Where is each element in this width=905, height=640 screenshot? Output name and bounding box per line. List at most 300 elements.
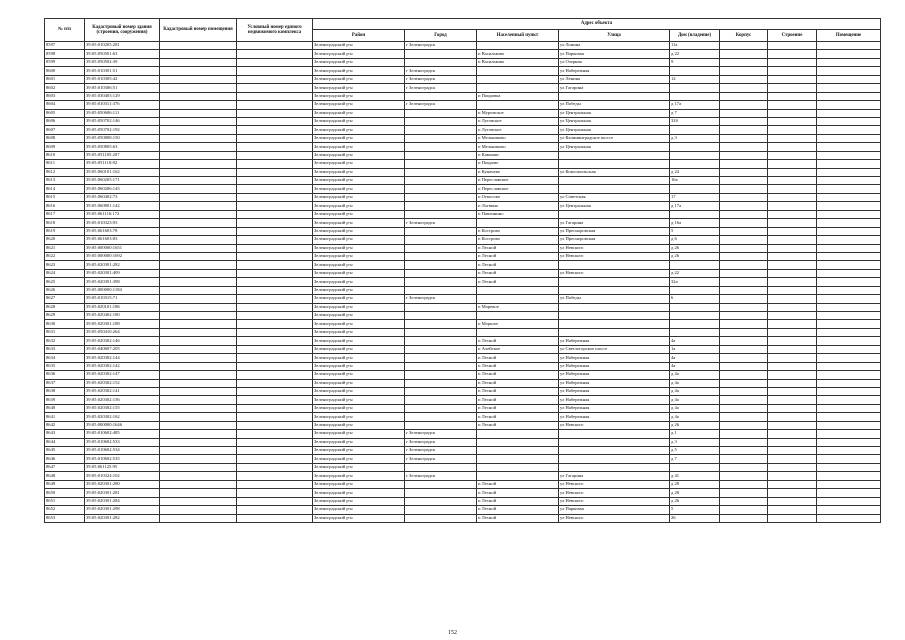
cell-house: 5 [670,227,720,235]
cell-street: ул Центральная [559,117,670,125]
cell-house: д 4а [670,413,720,421]
cell-house: д 3 [670,438,720,446]
cell-street: ул Невского [559,514,670,522]
table-row [45,177,881,185]
cell-city [405,354,477,362]
cell-cadastral-room [160,421,237,429]
cell-district: Зеленоградский р-н [313,421,405,429]
cell-city [405,421,477,429]
cell-district: Зеленоградский р-н [313,413,405,421]
cell-korpus [720,58,768,66]
cell-cadastral-building: 39:05:020301:398 [85,278,160,286]
cell-num: 8636 [45,371,85,379]
cell-settlement [477,75,559,83]
cell-num: 8615 [45,193,85,201]
cell-house [670,286,720,294]
cell-cadastral-room [160,328,237,336]
cell-korpus [720,67,768,75]
cell-district: Зеленоградский р-н [313,84,405,92]
cell-city [405,143,477,151]
cell-room [817,227,881,235]
cell-num: 8605 [45,109,85,117]
cell-conditional-number [237,514,313,522]
cell-district: Зеленоградский р-н [313,210,405,218]
cell-conditional-number [237,387,313,395]
cell-korpus [720,295,768,303]
cell-cadastral-building: 39:05:060205:171 [85,177,160,185]
cell-district: Зеленоградский р-н [313,438,405,446]
cell-cadastral-room [160,92,237,100]
cell-settlement: п Муромское [477,109,559,117]
cell-district: Зеленоградский р-н [313,497,405,505]
cell-cadastral-room [160,413,237,421]
cell-korpus [720,362,768,370]
cell-cadastral-building: 39:05:000000:1646 [85,421,160,429]
cell-num: 8601 [45,75,85,83]
cell-korpus [720,101,768,109]
cell-num: 8628 [45,303,85,311]
cell-city [405,269,477,277]
table-row [45,396,881,404]
cell-street [559,261,670,269]
cell-cadastral-building: 39:05:020302:141 [85,387,160,395]
cell-num: 8641 [45,413,85,421]
cell-conditional-number [237,84,313,92]
cell-cadastral-building: 39:05:020301:282 [85,514,160,522]
cell-cadastral-building: 39:05:010323:93 [85,219,160,227]
cell-cadastral-building: 39:05:050501:63 [85,50,160,58]
cell-cadastral-building: 39:05:000000:1692 [85,252,160,260]
header-korpus: Корпус [720,30,768,42]
table-row [45,50,881,58]
cell-house [670,92,720,100]
cell-room [817,160,881,168]
cell-cadastral-building: 39:05:010311:376 [85,101,160,109]
cell-room [817,278,881,286]
cell-conditional-number [237,92,313,100]
cell-street [559,177,670,185]
cell-conditional-number [237,160,313,168]
cell-num: 8647 [45,463,85,471]
table-row [45,371,881,379]
table-row [45,463,881,471]
cell-street: ул Советская [559,193,670,201]
cell-conditional-number [237,168,313,176]
cell-house: д 4а [670,387,720,395]
table-row [45,42,881,50]
cell-conditional-number [237,472,313,480]
header-conditional-number: Условный номер единого недвижимого комплекса [237,19,313,42]
cell-room [817,295,881,303]
cell-district: Зеленоградский р-н [313,295,405,303]
cell-room [817,109,881,117]
cell-cadastral-room [160,168,237,176]
table-row [45,126,881,134]
cell-house: д 16а [670,219,720,227]
cell-settlement: п Мельниково [477,143,559,151]
cell-num: 8633 [45,345,85,353]
cell-district: Зеленоградский р-н [313,177,405,185]
cell-num: 8614 [45,185,85,193]
cell-room [817,236,881,244]
cell-district: Зеленоградский р-н [313,371,405,379]
cell-cadastral-building: 39:05:020101:186 [85,303,160,311]
cell-house: 9 [670,58,720,66]
cell-num: 8618 [45,219,85,227]
cell-district: Зеленоградский р-н [313,328,405,336]
cell-settlement: п Павлинино [477,210,559,218]
cell-city: г Зеленоградск [405,295,477,303]
cell-city: г Зеленоградск [405,219,477,227]
cell-stroenie [768,345,817,353]
cell-house: 11а [670,42,720,50]
cell-settlement: п Лесной [477,252,559,260]
cell-settlement: п Лесной [477,379,559,387]
cell-settlement: п Кострово [477,236,559,244]
cell-num: 8631 [45,328,85,336]
cell-cadastral-building: 39:05:010602:485 [85,430,160,438]
cell-district: Зеленоградский р-н [313,58,405,66]
cell-cadastral-building: 39:05:010306:51 [85,84,160,92]
cell-conditional-number [237,337,313,345]
cell-stroenie [768,278,817,286]
cell-conditional-number [237,58,313,66]
cell-conditional-number [237,252,313,260]
cell-stroenie [768,320,817,328]
cell-stroenie [768,480,817,488]
cell-settlement [477,328,559,336]
cell-street: ул Победы [559,101,670,109]
cell-stroenie [768,295,817,303]
cell-street [559,438,670,446]
cell-room [817,404,881,412]
cell-room [817,75,881,83]
cell-stroenie [768,193,817,201]
cell-house: 5 [670,506,720,514]
cell-district: Зеленоградский р-н [313,387,405,395]
cell-num: 8604 [45,101,85,109]
cell-city [405,236,477,244]
cell-city [405,463,477,471]
cell-street: ул Пресноровская [559,227,670,235]
table-body [45,42,881,523]
cell-num: 8599 [45,58,85,66]
cell-stroenie [768,497,817,505]
cell-korpus [720,354,768,362]
cell-city: г Зеленоградск [405,101,477,109]
cell-num: 8629 [45,312,85,320]
cell-house [670,67,720,75]
cell-house [670,126,720,134]
cell-district: Зеленоградский р-н [313,337,405,345]
table-row [45,312,881,320]
cell-street: ул Ленина [559,75,670,83]
table-row [45,84,881,92]
cell-conditional-number [237,185,313,193]
cell-city [405,151,477,159]
cell-cadastral-room [160,227,237,235]
cell-num: 8611 [45,160,85,168]
cell-conditional-number [237,101,313,109]
cell-korpus [720,455,768,463]
cell-stroenie [768,58,817,66]
cell-korpus [720,269,768,277]
cell-conditional-number [237,396,313,404]
cell-city [405,362,477,370]
cell-korpus [720,286,768,294]
cell-cadastral-room [160,244,237,252]
cell-cadastral-room [160,303,237,311]
cell-room [817,387,881,395]
cell-settlement: п Моревое [477,303,559,311]
cell-room [817,58,881,66]
cell-cadastral-building: 39:05:010305:42 [85,75,160,83]
cell-num: 8597 [45,42,85,50]
cell-district: Зеленоградский р-н [313,379,405,387]
cell-cadastral-building: 39:05:060402:73 [85,193,160,201]
table-row [45,134,881,142]
cell-city: г Зеленоградск [405,472,477,480]
cell-num: 8640 [45,404,85,412]
cell-cadastral-room [160,101,237,109]
cell-cadastral-building: 39:05:020402:180 [85,312,160,320]
cell-stroenie [768,472,817,480]
table-row [45,303,881,311]
cell-stroenie [768,506,817,514]
table-row [45,92,881,100]
cell-korpus [720,177,768,185]
cell-room [817,177,881,185]
cell-settlement: п Откосово [477,193,559,201]
cell-settlement [477,295,559,303]
cell-room [817,252,881,260]
cell-city [405,185,477,193]
cell-num: 8606 [45,117,85,125]
cell-house: 4а [670,362,720,370]
cell-cadastral-room [160,50,237,58]
cell-conditional-number [237,328,313,336]
table-row [45,320,881,328]
cell-conditional-number [237,143,313,151]
cell-cadastral-building: 39:05:050606:111 [85,109,160,117]
cell-korpus [720,328,768,336]
cell-room [817,328,881,336]
cell-settlement: п Лесной [477,337,559,345]
cell-conditional-number [237,303,313,311]
cell-cadastral-room [160,185,237,193]
cell-city [405,404,477,412]
cell-num: 8649 [45,480,85,488]
cell-num: 8624 [45,269,85,277]
cell-house: д 22 [670,50,720,58]
registry-table [44,18,881,523]
cell-district: Зеленоградский р-н [313,219,405,227]
cell-conditional-number [237,117,313,125]
cell-city [405,514,477,522]
table-row [45,193,881,201]
table-row [45,362,881,370]
cell-settlement: п Лесной [477,514,559,522]
cell-district: Зеленоградский р-н [313,480,405,488]
cell-cadastral-building: 39:05:020301:280 [85,480,160,488]
cell-korpus [720,143,768,151]
cell-city [405,202,477,210]
cell-stroenie [768,92,817,100]
cell-house [670,160,720,168]
cell-num: 8621 [45,244,85,252]
cell-settlement [477,430,559,438]
cell-house: д 5 [670,447,720,455]
cell-room [817,514,881,522]
cell-house [670,143,720,151]
header-city: Город [405,30,477,42]
cell-district: Зеленоградский р-н [313,396,405,404]
cell-stroenie [768,177,817,185]
cell-city: г Зеленоградск [405,455,477,463]
cell-korpus [720,75,768,83]
cell-cadastral-room [160,514,237,522]
cell-city [405,371,477,379]
cell-num: 8637 [45,379,85,387]
cell-stroenie [768,438,817,446]
cell-cadastral-building: 39:05:060206:145 [85,185,160,193]
cell-korpus [720,404,768,412]
cell-cadastral-room [160,42,237,50]
cell-cadastral-room [160,134,237,142]
cell-room [817,379,881,387]
cell-city [405,58,477,66]
cell-house: 12 [670,75,720,83]
cell-city: г Зеленоградск [405,67,477,75]
cell-street [559,455,670,463]
cell-city [405,244,477,252]
cell-num: 8639 [45,396,85,404]
cell-num: 8610 [45,151,85,159]
table-row [45,430,881,438]
cell-korpus [720,134,768,142]
cell-korpus [720,92,768,100]
cell-district: Зеленоградский р-н [313,286,405,294]
cell-korpus [720,438,768,446]
cell-cadastral-building: 39:05:010602:533 [85,438,160,446]
cell-district: Зеленоградский р-н [313,109,405,117]
cell-korpus [720,160,768,168]
cell-street [559,151,670,159]
cell-cadastral-room [160,278,237,286]
cell-korpus [720,261,768,269]
cell-street [559,278,670,286]
cell-district: Зеленоградский р-н [313,489,405,497]
cell-stroenie [768,455,817,463]
cell-street [559,463,670,471]
cell-cadastral-building: 39:05:040607:205 [85,345,160,353]
cell-settlement: п Мельниково [477,134,559,142]
cell-room [817,92,881,100]
cell-room [817,101,881,109]
cell-settlement [477,447,559,455]
cell-city: г Зеленоградск [405,438,477,446]
cell-cadastral-room [160,472,237,480]
cell-street: ул Набережная [559,371,670,379]
cell-street: ул Озерная [559,58,670,66]
cell-city: г Зеленоградск [405,84,477,92]
cell-conditional-number [237,447,313,455]
cell-conditional-number [237,42,313,50]
cell-street [559,185,670,193]
cell-street: ул Набережная [559,362,670,370]
cell-stroenie [768,404,817,412]
cell-stroenie [768,286,817,294]
cell-conditional-number [237,463,313,471]
cell-cadastral-building: 39:05:060101:162 [85,168,160,176]
cell-korpus [720,278,768,286]
cell-stroenie [768,117,817,125]
cell-stroenie [768,371,817,379]
cell-room [817,497,881,505]
cell-stroenie [768,379,817,387]
cell-stroenie [768,185,817,193]
cell-settlement: п Лесной [477,506,559,514]
cell-room [817,396,881,404]
table-row [45,421,881,429]
cell-num: 8609 [45,143,85,151]
cell-street: ул Калининградское шоссе [559,134,670,142]
cell-street: ул Набережная [559,413,670,421]
cell-house: д 7 [670,109,720,117]
cell-num: 8632 [45,337,85,345]
cell-settlement [477,472,559,480]
cell-cadastral-building: 39:05:051105:207 [85,151,160,159]
cell-korpus [720,320,768,328]
cell-cadastral-building: 39:05:020302:152 [85,379,160,387]
cell-city [405,286,477,294]
cell-district: Зеленоградский р-н [313,354,405,362]
cell-korpus [720,312,768,320]
cell-stroenie [768,202,817,210]
cell-city: г Зеленоградск [405,75,477,83]
cell-city [405,320,477,328]
cell-conditional-number [237,354,313,362]
cell-settlement: п Лесной [477,269,559,277]
cell-korpus [720,472,768,480]
cell-district: Зеленоградский р-н [313,50,405,58]
cell-cadastral-building: 39:05:050702:192 [85,126,160,134]
cell-conditional-number [237,269,313,277]
cell-korpus [720,227,768,235]
cell-cadastral-building: 39:05:050805:63 [85,143,160,151]
cell-cadastral-room [160,430,237,438]
cell-room [817,413,881,421]
table-row [45,506,881,514]
cell-house: 32а [670,278,720,286]
cell-num: 8602 [45,84,85,92]
cell-street: ул Набережная [559,354,670,362]
cell-house: д 17а [670,101,720,109]
cell-num: 8643 [45,430,85,438]
cell-room [817,320,881,328]
cell-korpus [720,430,768,438]
header-stroenie: Строение [768,30,817,42]
table-row [45,328,881,336]
table-row [45,58,881,66]
cell-korpus [720,514,768,522]
cell-korpus [720,219,768,227]
cell-street: ул Центральная [559,109,670,117]
cell-street: ул Гагарина [559,219,670,227]
cell-street [559,312,670,320]
cell-num: 8651 [45,497,85,505]
cell-conditional-number [237,210,313,218]
